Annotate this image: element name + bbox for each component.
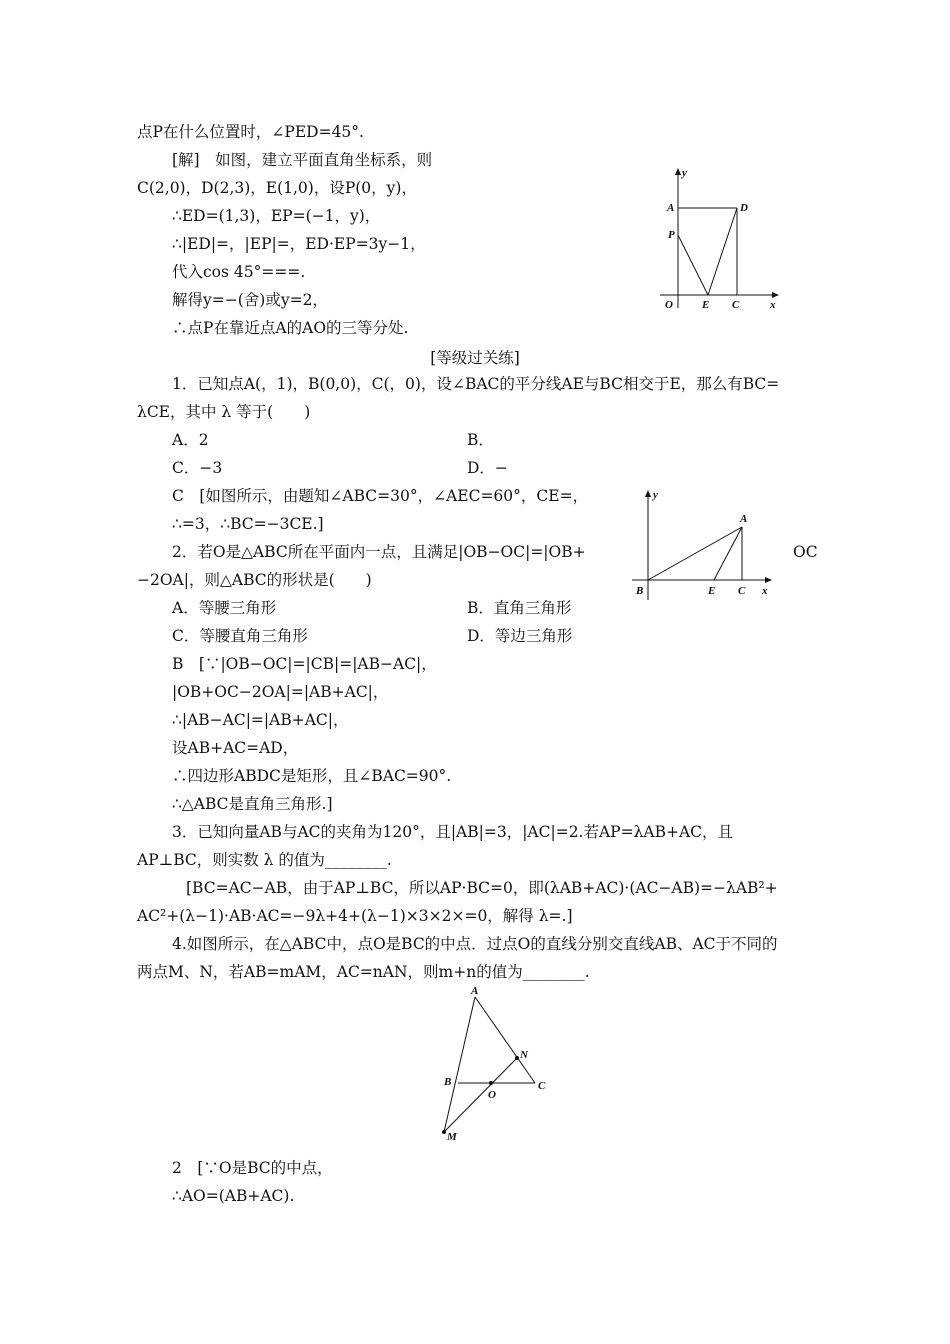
fig2-label-E: E [708, 585, 716, 597]
fig1-label-x: x [770, 299, 776, 310]
sol-line-3: ∴ED=(1,3)，EP=(−1，y)， [172, 207, 381, 225]
q1-answer-line-2: ∴=3，∴BC=−3CE.] [172, 515, 324, 533]
fig3-label-B: B [444, 1076, 452, 1088]
figure-triangle-bisector [622, 484, 782, 602]
q1-option-b: B． [467, 431, 494, 449]
section-title: [等级过关练] [430, 349, 520, 367]
fig1-label-O: O [665, 299, 673, 310]
q1-answer-line-1: C [如图所示，由题知∠ABC=30°，∠AEC=60°，CE=， [172, 487, 589, 505]
fig3-label-M: M [447, 1131, 457, 1143]
q3-answer-line-2: AC²+(λ−1)·AB·AC=−9λ+4+(λ−1)×3×2×=0，解得 λ=.] [137, 907, 573, 925]
q2-answer-line-2: |OB+OC−2OA|=|AB+AC|， [172, 683, 389, 701]
q2-option-d: D．等边三角形 [467, 627, 573, 645]
q2-option-a: A．等腰三角形 [172, 599, 277, 617]
sol-line-5: 代入cos 45°===. [172, 263, 306, 281]
fig1-label-P: P [668, 229, 675, 241]
q2-option-b: B．直角三角形 [467, 599, 572, 617]
q2-stem-line-1: 2．若O是△ABC所在平面内一点，且满足|OB−OC|=|OB+ [172, 543, 586, 561]
sol-line-7: ∴点P在靠近点A的AO的三等分处. [172, 319, 409, 337]
q1-stem-line-2: λCE，其中 λ 等于( ) [137, 403, 311, 421]
q2-answer-line-4: 设AB+AC=AD， [172, 739, 299, 757]
fig3-label-O: O [488, 1089, 496, 1101]
q1-option-d: D．− [467, 459, 508, 477]
fig2-label-A: A [740, 513, 748, 525]
q4-answer-line-2: ∴AO=(AB+AC). [172, 1187, 295, 1205]
fig3-label-N: N [520, 1049, 528, 1061]
q3-answer-line-1: [BC=AC−AB，由于AP⊥BC，所以AP·BC=0，即(λAB+AC)·(AC−AB)=−λAB²+ [186, 879, 778, 897]
sol-line-0: 点P在什么位置时，∠PED=45°. [137, 123, 364, 141]
q3-stem-line-2: AP⊥BC，则实数 λ 的值为________. [137, 851, 392, 869]
q2-answer-line-3: ∴|AB−AC|=|AB+AC|， [172, 711, 349, 729]
q4-stem-line-2: 两点M、N，若AB=mAM，AC=nAN，则m+n的值为________. [137, 963, 590, 981]
fig1-label-A: A [667, 202, 675, 214]
fig1-label-E: E [702, 299, 710, 310]
fig1-label-D: D [740, 202, 748, 214]
sol-line-1: [解] 如图，建立平面直角坐标系，则 [172, 151, 433, 169]
q2-option-c: C．等腰直角三角形 [172, 627, 308, 645]
fig1-label-y: y [682, 167, 687, 179]
q1-option-a: A．2 [172, 431, 209, 449]
fig3-label-C: C [538, 1080, 546, 1092]
q4-answer-line-1: 2 [∵O是BC的中点， [172, 1159, 333, 1177]
q2-answer-line-5: ∴四边形ABDC是矩形，且∠BAC=90°. [172, 767, 452, 785]
sol-line-2: C(2,0)，D(2,3)，E(1,0)，设P(0，y)， [137, 179, 417, 197]
sol-line-6: 解得y=−(舍)或y=2， [172, 291, 328, 309]
q3-stem-line-1: 3．已知向量AB与AC的夹角为120°，且|AB|=3，|AC|=2.若AP=λAB+AC，且 [172, 823, 734, 841]
fig2-label-C: C [738, 585, 746, 597]
fig1-label-C: C [732, 299, 740, 310]
q2-answer-line-1: B [∵|OB−OC|=|CB|=|AB−AC|， [172, 655, 437, 673]
q2-stem-right: OC [793, 543, 818, 561]
fig3-label-A: A [471, 985, 479, 997]
q1-option-c: C．−3 [172, 459, 223, 477]
q1-stem-line-1: 1．已知点A(，1)，B(0,0)，C(，0)，设∠BAC的平分线AE与BC相交于E，那么有BC= [172, 375, 780, 393]
sol-line-4: ∴|ED|=，|EP|=，ED·EP=3y−1， [172, 235, 426, 253]
q4-stem-line-1: 4.如图所示，在△ABC中，点O是BC的中点．过点O的直线分别交直线AB、AC于不同的 [172, 935, 778, 953]
q2-answer-line-6: ∴△ABC是直角三角形.] [172, 795, 333, 813]
q2-stem-line-2: −2OA|，则△ABC的形状是( ) [137, 571, 372, 589]
fig2-label-x: x [762, 585, 768, 597]
fig2-label-y: y [653, 489, 658, 501]
figure-triangle-midpoint [430, 985, 560, 1145]
figure-coordinate-rectangle [640, 160, 790, 310]
fig2-label-B: B [636, 585, 644, 597]
